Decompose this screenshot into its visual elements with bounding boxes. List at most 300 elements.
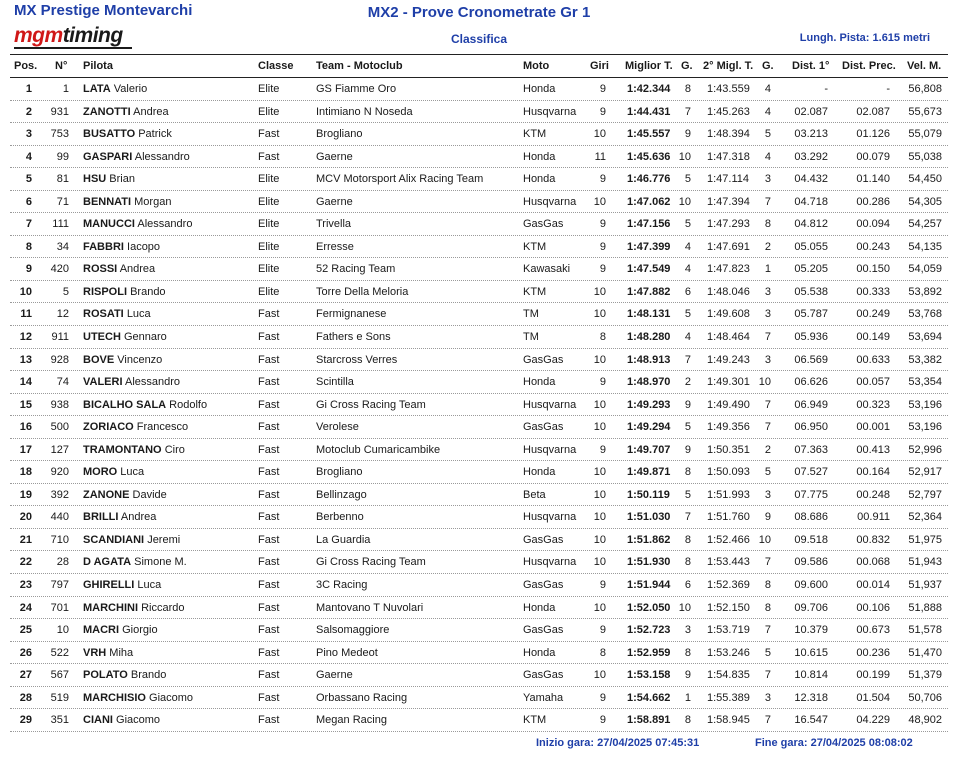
cell-pilot bbox=[83, 218, 192, 230]
cell-laps: 9 bbox=[599, 691, 606, 704]
pilot-name: Valerio bbox=[113, 83, 148, 95]
cell-gap-first: 12.318 bbox=[794, 691, 828, 704]
cell-class: Elite bbox=[258, 83, 280, 95]
cell-speed: 53,354 bbox=[908, 376, 942, 389]
cell-second-lap: 10 bbox=[758, 376, 771, 389]
table-row bbox=[0, 191, 958, 214]
pilot-name: Andrea bbox=[120, 511, 157, 524]
track-length: Lungh. Pista: 1.615 metri bbox=[799, 32, 930, 44]
classification-label: Classifica bbox=[450, 32, 508, 46]
col-team: Team - Motoclub bbox=[316, 60, 403, 72]
cell-best: 1:44.431 bbox=[627, 105, 671, 118]
cell-pilot bbox=[83, 579, 161, 591]
cell-team: Mantovano T Nuvolari bbox=[316, 601, 424, 614]
pilot-surname: FABBRI bbox=[83, 240, 124, 253]
cell-second: 1:47.823 bbox=[707, 263, 750, 276]
cell-speed: 51,470 bbox=[908, 646, 942, 659]
cell-class: Fast bbox=[258, 308, 280, 321]
cell-best: 1:54.662 bbox=[627, 691, 671, 704]
cell-gap-first: 05.055 bbox=[794, 240, 828, 253]
cell-moto: Beta bbox=[523, 488, 546, 501]
pilot-name: Patrick bbox=[138, 128, 172, 141]
cell-pilot bbox=[83, 602, 184, 614]
cell-moto: Honda bbox=[523, 376, 556, 389]
cell-laps: 10 bbox=[593, 398, 606, 411]
cell-laps: 9 bbox=[599, 376, 606, 389]
cell-gap-first: 08.686 bbox=[794, 511, 828, 524]
event-name: MX Prestige Montevarchi bbox=[14, 2, 193, 19]
pilot-surname: POLATO bbox=[83, 669, 128, 682]
table-row bbox=[0, 394, 958, 417]
cell-class: Elite bbox=[258, 240, 280, 253]
pilot-surname: SCANDIANI bbox=[83, 533, 145, 546]
cell-gap-prev: 00.236 bbox=[856, 646, 890, 659]
cell-gap-prev: 04.229 bbox=[856, 714, 890, 727]
cell-second: 1:47.293 bbox=[707, 218, 750, 231]
cell-team: Bellinzago bbox=[316, 488, 367, 501]
pilot-name: Luca bbox=[120, 466, 145, 479]
cell-moto: Honda bbox=[523, 646, 556, 659]
cell-second: 1:49.356 bbox=[707, 421, 750, 434]
cell-moto: Husqvarna bbox=[523, 556, 577, 569]
cell-best: 1:52.959 bbox=[627, 646, 671, 659]
cell-speed: 52,797 bbox=[908, 488, 942, 501]
pilot-surname: MARCHISIO bbox=[83, 691, 146, 704]
cell-best-lap: 5 bbox=[684, 308, 691, 321]
cell-class: Fast bbox=[258, 691, 280, 704]
cell-best: 1:49.707 bbox=[627, 443, 671, 456]
cell-pos: 29 bbox=[19, 714, 32, 727]
cell-pos: 8 bbox=[25, 240, 32, 253]
table-row bbox=[0, 416, 958, 439]
cell-gap-first: 10.814 bbox=[794, 669, 828, 682]
cell-gap-prev: - bbox=[886, 83, 890, 95]
cell-pos: 9 bbox=[25, 263, 32, 276]
pilot-name: Davide bbox=[132, 488, 167, 501]
pilot-surname: ROSATI bbox=[83, 308, 124, 321]
col-pos: Pos. bbox=[14, 60, 38, 72]
cell-speed: 50,706 bbox=[908, 691, 942, 704]
cell-speed: 52,996 bbox=[908, 443, 942, 456]
cell-laps: 10 bbox=[593, 533, 606, 546]
cell-team: Orbassano Racing bbox=[316, 691, 408, 704]
cell-pilot bbox=[83, 421, 188, 433]
cell-best-lap: 4 bbox=[684, 240, 691, 253]
pilot-surname: VALERI bbox=[83, 376, 123, 389]
cell-gap-prev: 00.911 bbox=[857, 511, 890, 524]
cell-num: 920 bbox=[50, 466, 69, 479]
cell-pilot bbox=[83, 647, 133, 659]
cell-pilot bbox=[83, 106, 169, 118]
cell-pilot bbox=[83, 286, 166, 298]
cell-second-lap: 7 bbox=[764, 195, 771, 208]
cell-speed: 53,196 bbox=[908, 421, 942, 434]
cell-best-lap: 7 bbox=[684, 105, 691, 118]
cell-second-lap: 4 bbox=[764, 83, 771, 95]
cell-best: 1:47.882 bbox=[627, 285, 671, 298]
cell-laps: 10 bbox=[593, 285, 606, 298]
cell-pilot bbox=[83, 714, 160, 726]
col-best: Miglior T. bbox=[625, 60, 673, 72]
cell-gap-prev: 00.673 bbox=[856, 624, 890, 637]
col-best-lap: G. bbox=[681, 60, 693, 72]
cell-team: GS Fiamme Oro bbox=[316, 83, 397, 95]
cell-second-lap: 3 bbox=[764, 488, 771, 501]
cell-moto: Husqvarna bbox=[523, 195, 577, 208]
pilot-surname: VRH bbox=[83, 646, 107, 659]
cell-speed: 52,917 bbox=[908, 466, 942, 479]
cell-second-lap: 7 bbox=[764, 398, 771, 411]
cell-pos: 16 bbox=[19, 421, 32, 434]
cell-second: 1:47.691 bbox=[707, 240, 750, 253]
cell-num: 34 bbox=[56, 240, 69, 253]
table-row bbox=[0, 597, 958, 620]
cell-num: 10 bbox=[56, 624, 69, 637]
cell-best: 1:47.156 bbox=[627, 218, 671, 231]
cell-class: Elite bbox=[258, 173, 280, 186]
cell-gap-prev: 00.333 bbox=[856, 285, 890, 298]
cell-best: 1:48.970 bbox=[627, 376, 671, 389]
pilot-surname: D AGATA bbox=[83, 556, 132, 569]
pilot-name: Ciro bbox=[164, 443, 185, 456]
table-row bbox=[0, 439, 958, 462]
cell-second-lap: 7 bbox=[764, 624, 771, 637]
table-row bbox=[0, 574, 958, 597]
cell-team: Pino Medeot bbox=[316, 646, 378, 659]
pilot-name: Rodolfo bbox=[169, 398, 208, 411]
cell-team: Gaerne bbox=[316, 669, 353, 682]
cell-gap-prev: 00.164 bbox=[856, 466, 890, 479]
pilot-name: Francesco bbox=[136, 421, 189, 434]
cell-gap-prev: 00.094 bbox=[856, 218, 890, 231]
cell-num: 12 bbox=[56, 308, 69, 321]
pilot-surname: HSU bbox=[83, 173, 107, 186]
cell-gap-first: 06.626 bbox=[794, 376, 828, 389]
cell-team: La Guardia bbox=[316, 533, 371, 546]
cell-best: 1:47.399 bbox=[627, 240, 671, 253]
cell-moto: GasGas bbox=[523, 218, 564, 231]
cell-second-lap: 3 bbox=[764, 691, 771, 704]
cell-second-lap: 4 bbox=[764, 105, 771, 118]
cell-best-lap: 8 bbox=[684, 466, 691, 479]
cell-second: 1:48.394 bbox=[707, 128, 750, 141]
cell-num: 28 bbox=[56, 556, 69, 569]
cell-laps: 8 bbox=[599, 646, 606, 659]
pilot-name: Alessandro bbox=[137, 218, 193, 231]
cell-speed: 53,768 bbox=[908, 308, 942, 321]
header-top-rule bbox=[10, 54, 948, 55]
cell-num: 1 bbox=[62, 83, 69, 95]
cell-num: 710 bbox=[50, 533, 69, 546]
cell-best-lap: 10 bbox=[678, 195, 691, 208]
table-row bbox=[0, 78, 958, 101]
cell-laps: 10 bbox=[593, 488, 606, 501]
cell-best: 1:47.062 bbox=[627, 195, 671, 208]
cell-team: Fermignanese bbox=[316, 308, 387, 321]
cell-gap-prev: 00.149 bbox=[856, 331, 890, 344]
cell-pilot bbox=[83, 669, 166, 681]
col-gap-prev: Dist. Prec. bbox=[842, 60, 896, 72]
cell-speed: 53,892 bbox=[908, 285, 942, 298]
cell-speed: 51,943 bbox=[908, 556, 942, 569]
cell-laps: 10 bbox=[593, 511, 606, 524]
cell-gap-first: 07.775 bbox=[794, 488, 828, 501]
cell-moto: Husqvarna bbox=[523, 511, 577, 524]
cell-second-lap: 3 bbox=[764, 285, 771, 298]
cell-pilot bbox=[83, 173, 135, 185]
cell-gap-prev: 00.248 bbox=[856, 488, 890, 501]
cell-moto: KTM bbox=[523, 128, 547, 141]
cell-team: Salsomaggiore bbox=[316, 624, 390, 637]
pilot-surname: GASPARI bbox=[83, 150, 133, 163]
cell-gap-prev: 00.249 bbox=[856, 308, 890, 321]
cell-num: 5 bbox=[62, 285, 69, 298]
col-second-lap: G. bbox=[762, 60, 774, 72]
cell-second-lap: 8 bbox=[764, 579, 771, 592]
cell-second-lap: 2 bbox=[764, 443, 771, 456]
cell-gap-prev: 01.504 bbox=[856, 691, 890, 704]
cell-gap-prev: 00.150 bbox=[856, 263, 890, 276]
cell-second: 1:50.351 bbox=[707, 443, 750, 456]
cell-gap-first: 09.518 bbox=[794, 533, 828, 546]
cell-second-lap: 2 bbox=[764, 240, 771, 253]
cell-second: 1:49.243 bbox=[707, 353, 750, 366]
cell-moto: Husqvarna bbox=[523, 105, 577, 118]
cell-best: 1:48.913 bbox=[627, 353, 671, 366]
cell-num: 420 bbox=[50, 263, 69, 276]
cell-gap-first: - bbox=[824, 83, 828, 95]
cell-laps: 10 bbox=[593, 466, 606, 479]
pilot-name: Alessandro bbox=[124, 376, 181, 389]
cell-second-lap: 1 bbox=[764, 263, 771, 276]
cell-class: Elite bbox=[258, 195, 280, 208]
cell-num: 797 bbox=[50, 579, 69, 592]
logo-timing: timing bbox=[62, 24, 123, 47]
cell-pos: 25 bbox=[19, 624, 32, 637]
cell-class: Fast bbox=[258, 421, 280, 434]
cell-pos: 10 bbox=[19, 285, 32, 298]
pilot-name: Giorgio bbox=[122, 624, 158, 637]
pilot-surname: ZANOTTI bbox=[83, 105, 131, 118]
cell-second: 1:47.318 bbox=[707, 150, 750, 163]
cell-best: 1:49.871 bbox=[627, 466, 671, 479]
cell-second-lap: 7 bbox=[764, 556, 771, 569]
table-row bbox=[0, 123, 958, 146]
cell-second: 1:53.246 bbox=[707, 646, 750, 659]
cell-num: 392 bbox=[50, 488, 69, 501]
cell-class: Fast bbox=[258, 331, 280, 344]
cell-second-lap: 4 bbox=[764, 150, 771, 163]
cell-second: 1:52.466 bbox=[707, 533, 750, 546]
pilot-surname: MACRI bbox=[83, 624, 120, 637]
cell-class: Fast bbox=[258, 466, 280, 479]
cell-second-lap: 10 bbox=[758, 533, 771, 546]
cell-moto: KTM bbox=[523, 714, 547, 727]
table-row bbox=[0, 642, 958, 665]
pilot-surname: RISPOLI bbox=[83, 285, 128, 298]
pilot-surname: CIANI bbox=[83, 714, 113, 727]
cell-second: 1:58.945 bbox=[707, 714, 750, 727]
cell-gap-first: 05.936 bbox=[794, 331, 828, 344]
pilot-surname: BUSATTO bbox=[83, 128, 136, 141]
cell-gap-prev: 00.286 bbox=[856, 195, 890, 208]
table-row bbox=[0, 101, 958, 124]
cell-class: Fast bbox=[258, 150, 280, 163]
cell-laps: 9 bbox=[599, 624, 606, 637]
cell-team: Torre Della Meloria bbox=[316, 285, 409, 298]
cell-laps: 9 bbox=[599, 83, 606, 95]
cell-gap-prev: 01.126 bbox=[856, 128, 890, 141]
table-row bbox=[0, 213, 958, 236]
cell-pos: 13 bbox=[19, 353, 32, 366]
cell-pilot bbox=[83, 83, 147, 95]
cell-speed: 51,379 bbox=[908, 669, 942, 682]
cell-best: 1:47.549 bbox=[627, 263, 671, 276]
cell-moto: Honda bbox=[523, 173, 556, 186]
cell-gap-prev: 00.323 bbox=[856, 398, 890, 411]
cell-num: 111 bbox=[52, 218, 69, 231]
cell-second: 1:53.443 bbox=[707, 556, 750, 569]
cell-pos: 28 bbox=[19, 691, 32, 704]
cell-speed: 56,808 bbox=[908, 83, 942, 95]
cell-gap-first: 06.569 bbox=[794, 353, 828, 366]
cell-speed: 52,364 bbox=[908, 511, 942, 524]
table-row bbox=[0, 349, 958, 372]
pilot-name: Iacopo bbox=[127, 240, 161, 253]
cell-best: 1:46.776 bbox=[627, 173, 671, 186]
cell-gap-first: 10.379 bbox=[794, 624, 828, 637]
cell-best: 1:42.344 bbox=[627, 83, 671, 95]
cell-speed: 55,673 bbox=[908, 105, 942, 118]
pilot-name: Morgan bbox=[134, 195, 172, 208]
cell-class: Fast bbox=[258, 128, 280, 141]
pilot-name: Giacomo bbox=[149, 691, 194, 704]
cell-pilot bbox=[83, 624, 158, 636]
cell-best-lap: 8 bbox=[684, 533, 691, 546]
cell-second-lap: 9 bbox=[764, 511, 771, 524]
cell-laps: 11 bbox=[594, 150, 606, 163]
cell-speed: 51,937 bbox=[908, 579, 942, 592]
cell-pos: 18 bbox=[19, 466, 32, 479]
cell-num: 500 bbox=[50, 421, 69, 434]
cell-team: 3C Racing bbox=[316, 579, 368, 592]
cell-pilot bbox=[83, 692, 193, 704]
cell-gap-first: 07.363 bbox=[794, 443, 828, 456]
pilot-name: Vincenzo bbox=[117, 353, 163, 366]
cell-pos: 26 bbox=[19, 646, 32, 659]
cell-best-lap: 5 bbox=[684, 218, 691, 231]
col-speed: Vel. M. bbox=[907, 60, 942, 72]
cell-best: 1:50.119 bbox=[627, 488, 670, 501]
cell-second: 1:53.719 bbox=[707, 624, 750, 637]
cell-gap-prev: 00.832 bbox=[856, 533, 890, 546]
table-row bbox=[0, 236, 958, 259]
logo-underline bbox=[14, 47, 132, 49]
cell-team: Gi Cross Racing Team bbox=[316, 398, 426, 411]
cell-pilot bbox=[83, 466, 144, 478]
cell-best: 1:45.557 bbox=[627, 128, 671, 141]
cell-best-lap: 2 bbox=[684, 376, 691, 389]
cell-class: Fast bbox=[258, 511, 280, 524]
cell-pos: 17 bbox=[19, 443, 32, 456]
pilot-name: Brando bbox=[130, 285, 166, 298]
cell-team: Brogliano bbox=[316, 466, 363, 479]
cell-best-lap: 5 bbox=[684, 173, 691, 186]
col-pilot: Pilota bbox=[83, 60, 113, 72]
cell-num: 127 bbox=[50, 443, 69, 456]
cell-team: Gi Cross Racing Team bbox=[316, 556, 426, 569]
pilot-surname: ROSSI bbox=[83, 263, 118, 276]
pilot-surname: BENNATI bbox=[83, 195, 132, 208]
pilot-surname: MARCHINI bbox=[83, 601, 138, 614]
cell-second: 1:55.389 bbox=[707, 691, 750, 704]
cell-num: 701 bbox=[50, 601, 69, 614]
cell-team: Starcross Verres bbox=[316, 353, 398, 366]
cell-pilot bbox=[83, 534, 180, 546]
cell-pos: 24 bbox=[19, 601, 32, 614]
pilot-name: Brando bbox=[130, 669, 167, 682]
cell-gap-first: 03.292 bbox=[794, 150, 828, 163]
cell-team: Scintilla bbox=[316, 376, 354, 389]
cell-best-lap: 5 bbox=[684, 488, 691, 501]
cell-num: 71 bbox=[56, 195, 69, 208]
cell-pos: 1 bbox=[25, 83, 32, 95]
cell-pos: 27 bbox=[19, 669, 32, 682]
pilot-surname: ZANONE bbox=[83, 488, 130, 501]
cell-team: 52 Racing Team bbox=[316, 263, 396, 276]
cell-second: 1:49.301 bbox=[707, 376, 750, 389]
cell-best: 1:51.930 bbox=[627, 556, 671, 569]
cell-moto: GasGas bbox=[523, 624, 564, 637]
cell-num: 99 bbox=[56, 150, 69, 163]
pilot-name: Giacomo bbox=[116, 714, 161, 727]
pilot-name: Luca bbox=[137, 579, 162, 592]
cell-laps: 10 bbox=[593, 669, 606, 682]
cell-laps: 10 bbox=[593, 308, 606, 321]
cell-pilot bbox=[83, 399, 207, 411]
cell-num: 522 bbox=[50, 646, 69, 659]
cell-gap-first: 16.547 bbox=[794, 714, 828, 727]
cell-speed: 53,382 bbox=[908, 353, 942, 366]
race-start: Inizio gara: 27/04/2025 07:45:31 bbox=[536, 737, 700, 749]
col-second: 2° Migl. T. bbox=[703, 60, 754, 72]
cell-pos: 15 bbox=[19, 398, 32, 411]
cell-best-lap: 6 bbox=[684, 285, 691, 298]
cell-class: Fast bbox=[258, 376, 280, 389]
cell-second-lap: 5 bbox=[764, 466, 771, 479]
cell-gap-first: 05.538 bbox=[794, 285, 828, 298]
cell-class: Fast bbox=[258, 353, 280, 366]
cell-gap-prev: 02.087 bbox=[856, 105, 890, 118]
cell-team: Berbenno bbox=[316, 511, 364, 524]
table-row bbox=[0, 258, 958, 281]
cell-best: 1:52.050 bbox=[627, 601, 671, 614]
cell-pos: 21 bbox=[19, 533, 32, 546]
pilot-surname: BICALHO SALA bbox=[83, 398, 167, 411]
cell-second: 1:52.369 bbox=[707, 579, 750, 592]
cell-moto: GasGas bbox=[523, 533, 564, 546]
cell-best-lap: 4 bbox=[684, 331, 691, 344]
cell-second: 1:48.464 bbox=[707, 331, 750, 344]
cell-laps: 10 bbox=[593, 556, 606, 569]
cell-class: Fast bbox=[258, 533, 280, 546]
table-row bbox=[0, 168, 958, 191]
cell-best: 1:45.636 bbox=[627, 150, 671, 163]
cell-pilot bbox=[83, 444, 185, 456]
cell-second-lap: 7 bbox=[764, 669, 771, 682]
cell-best-lap: 9 bbox=[684, 128, 691, 141]
pilot-name: Andrea bbox=[119, 263, 156, 276]
